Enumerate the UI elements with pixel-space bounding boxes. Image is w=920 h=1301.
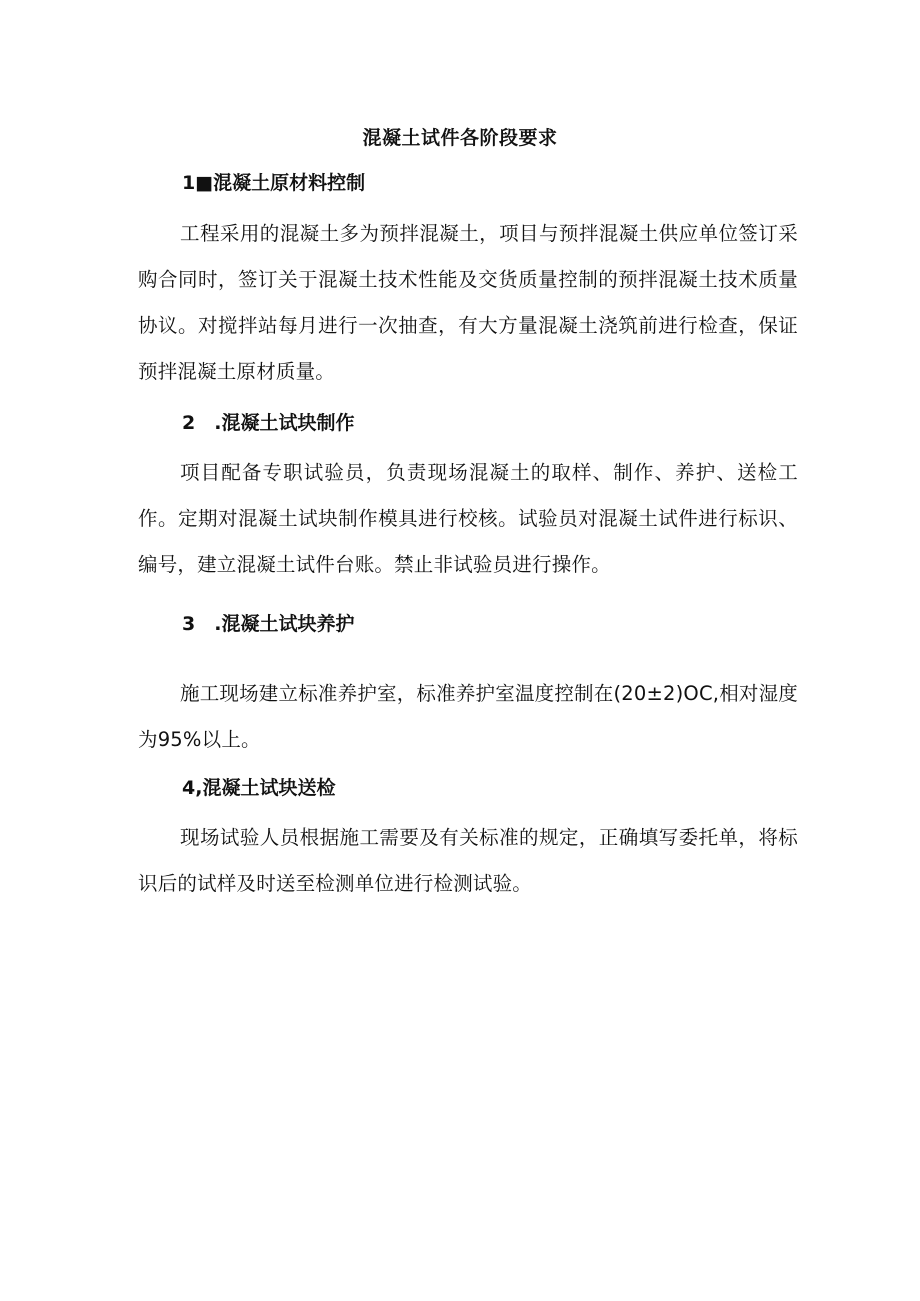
section-heading-raw-materials: 1■混凝土原材料控制 bbox=[182, 172, 366, 194]
document-title: 混凝土试件各阶段要求 bbox=[362, 127, 558, 149]
section-body-specimen-inspection: 现场试验人员根据施工需要及有关标准的规定，正确填写委托单，将标识后的试样及时送至检测单位进行检测试验。 bbox=[138, 826, 798, 895]
section-heading-specimen-curing: 3 .混凝土试块养护 bbox=[182, 613, 355, 635]
section-body-specimen-curing: 施工现场建立标准养护室，标准养护室温度控制在(20±2)OC,相对湿度为95%以上。 bbox=[138, 682, 798, 751]
section-body-specimen-making: 项目配备专职试验员，负责现场混凝土的取样、制作、养护、送检工作。定期对混凝土试块制作模具进行校核。试验员对混凝土试件进行标识、编号，建立混凝土试件台账。禁止非试验员进行操作。 bbox=[138, 461, 798, 576]
section-heading-specimen-making: 2 .混凝土试块制作 bbox=[182, 412, 355, 434]
section-heading-specimen-inspection: 4,混凝土试块送检 bbox=[182, 777, 336, 799]
section-body-raw-materials: 工程采用的混凝土多为预拌混凝土，项目与预拌混凝土供应单位签订采购合同时，签订关于混凝土技术性能及交货质量控制的预拌混凝土技术质量协议。对搅拌站每月进行一次抽查，有大方量混凝土浇筑前进行检查，保证预拌混凝土原材质量。 bbox=[138, 222, 798, 383]
